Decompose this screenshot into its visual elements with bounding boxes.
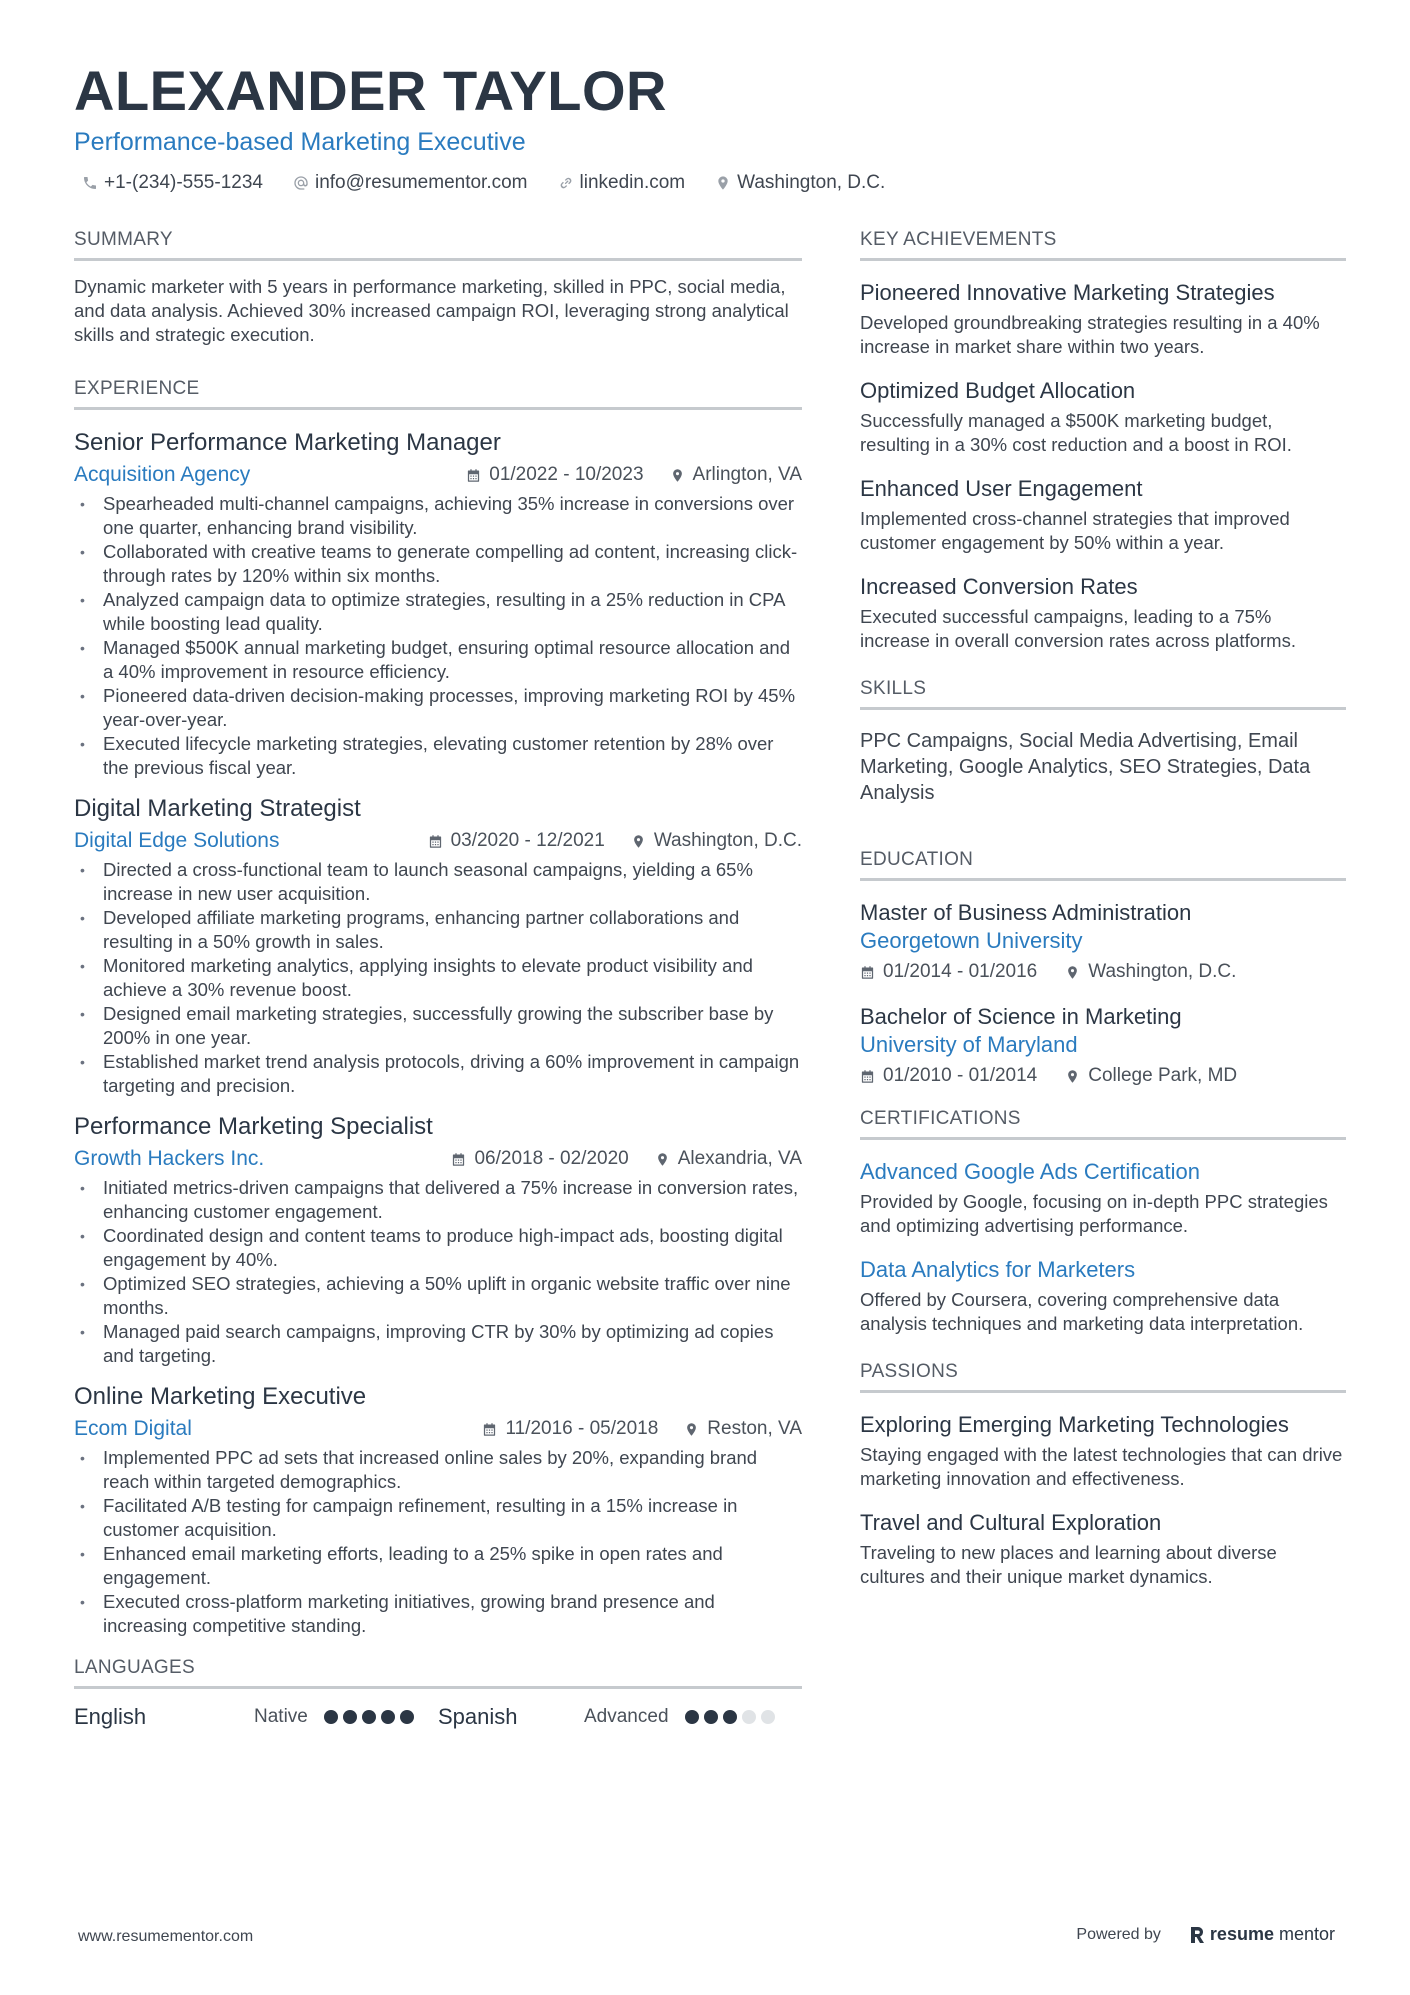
language-rating [324,1710,414,1724]
job-dates-text: 01/2022 - 10/2023 [489,464,644,485]
candidate-role: Performance-based Marketing Executive [74,128,526,156]
calendar-icon [428,834,443,849]
passions-desc: Staying engaged with the latest technologies that can drive marketing innovation and effectiveness. [860,1444,1343,1489]
job-bullets [74,1176,802,1368]
location-pin-icon [1065,1069,1080,1084]
rating-dot [704,1710,718,1724]
language-item [438,1704,802,1730]
job-meta [74,828,802,854]
calendar-icon [860,1069,875,1084]
job-bullet: • Facilitated A/B testing for campaign refinement, resulting in a 15% increase in customer acquisition. [74,1494,802,1542]
school-name: University of Maryland [860,1032,1078,1057]
job-bullet: • Directed a cross-functional team to launch seasonal campaigns, yielding a 65% increase in new user acquisition. [74,858,802,906]
education-dates-text: 01/2010 - 01/2014 [883,1065,1038,1086]
education-list [860,899,1346,1089]
certification-title[interactable]: Data Analytics for Marketers [860,1257,1136,1282]
certifications-section [860,1107,1346,1336]
location-text: Washington, D.C. [737,172,886,193]
job-location-text: Arlington, VA [692,464,802,485]
section-title-languages: LANGUAGES [74,1656,802,1689]
education-dates [860,959,1037,985]
skills-text: PPC Campaigns, Social Media Advertising, Email Marketing, Google Analytics, SEO Strategies, Data Analysis [860,730,1311,804]
company-name: Acquisition Agency [74,463,251,486]
brand-logo[interactable] [1189,1924,1335,1945]
languages-section [74,1656,802,1737]
language-list [74,1697,802,1737]
achievements-desc: Executed successful campaigns, leading to a 75% increase in overall conversion rates across platforms. [860,606,1296,651]
experience-section [74,377,802,1638]
certifications-desc: Offered by Coursera, covering comprehensive data analysis techniques and marketing data interpretation. [860,1289,1304,1334]
degree-title: Bachelor of Science in Marketing [860,1004,1182,1029]
job-meta [74,462,802,488]
location-pin-icon [670,468,685,483]
job-meta [74,1416,802,1442]
education-location-text: Washington, D.C. [1088,961,1237,982]
job-dates-text: 06/2018 - 02/2020 [474,1148,629,1169]
left-column [74,228,802,1737]
footer-powered [1076,1924,1335,1945]
job-entry [74,428,802,780]
education-location [1065,1063,1237,1089]
job-bullet: • Monitored marketing analytics, applying insights to elevate product visibility and achieve a 30% revenue boost. [74,954,802,1002]
job-dates [466,462,643,488]
job-bullet: • Implemented PPC ad sets that increased online sales by 20%, expanding brand reach within targeted demographics. [74,1446,802,1494]
education-meta [860,1063,1346,1089]
rating-dot [343,1710,357,1724]
job-bullets [74,492,802,780]
section-title-passions: PASSIONS [860,1360,1346,1393]
certifications-item [860,1158,1346,1238]
summary-section [74,228,802,347]
job-dates-text: 03/2020 - 12/2021 [450,830,605,851]
education-location-text: College Park, MD [1088,1065,1238,1086]
job-location [684,1416,802,1442]
passion-title: Exploring Emerging Marketing Technologies [860,1412,1289,1437]
link-icon [558,175,574,191]
company-name: Digital Edge Solutions [74,829,280,852]
contact-bar [74,172,1344,194]
job-location [670,462,802,488]
language-level: Native [254,1706,308,1727]
job-location-text: Washington, D.C. [653,830,802,851]
calendar-icon [482,1422,497,1437]
candidate-name: ALEXANDER TAYLOR [74,59,667,122]
location-pin-icon [1065,965,1080,980]
job-bullet: • Enhanced email marketing efforts, leading to a 25% spike in open rates and engagement. [74,1542,802,1590]
passion-title: Travel and Cultural Exploration [860,1510,1162,1535]
job-bullet: • Executed lifecycle marketing strategies, elevating customer retention by 28% over the previous fiscal year. [74,732,802,780]
certifications-item [860,1256,1346,1336]
language-item [74,1704,438,1730]
linkedin-text: linkedin.com [579,172,686,193]
resume-page [74,58,1344,1729]
passions-desc: Traveling to new places and learning about diverse cultures and their unique market dynamics. [860,1542,1277,1587]
rating-dot [324,1710,338,1724]
job-bullet: • Managed $500K annual marketing budget, ensuring optimal resource allocation and a 40% improvement in resource efficiency. [74,636,802,684]
education-location [1065,959,1236,985]
job-bullet: • Coordinated design and content teams to produce high-impact ads, boosting digital engagement by 40%. [74,1224,802,1272]
job-entry [74,1112,802,1368]
location-pin-icon [684,1422,699,1437]
at-icon [293,175,309,191]
section-title-education: EDUCATION [860,848,1346,881]
rating-dot [723,1710,737,1724]
job-bullet: • Executed cross-platform marketing initiatives, growing brand presence and increasing competitive standing. [74,1590,802,1638]
achievements-desc: Implemented cross-channel strategies that improved customer engagement by 50% within a year. [860,508,1290,553]
footer-website[interactable]: www.resumementor.com [78,1928,254,1945]
rating-dot [761,1710,775,1724]
job-list [74,428,802,1638]
company-name: Ecom Digital [74,1417,192,1440]
job-bullet: • Pioneered data-driven decision-making processes, improving marketing ROI by 45% year-over-year. [74,684,802,732]
section-title-skills: SKILLS [860,677,1346,710]
job-meta-details [451,1146,802,1172]
contact-phone[interactable] [82,172,263,194]
passions-item [860,1411,1346,1491]
contact-linkedin[interactable] [558,172,686,194]
rating-dot [742,1710,756,1724]
achievements-section [860,228,1346,653]
job-title: Online Marketing Executive [74,1383,367,1410]
email-text: info@resumementor.com [314,172,528,193]
education-item [860,899,1346,985]
rating-dot [685,1710,699,1724]
summary-text: Dynamic marketer with 5 years in performance marketing, skilled in PPC, social media, and data analysis. Achieved 30% increased campaign ROI, leveraging strong analytical skills and strategic execution. [74,276,789,345]
achievements-desc: Developed groundbreaking strategies resulting in a 40% increase in market share within two years. [860,312,1320,357]
job-location [631,828,802,854]
language-level: Advanced [584,1706,669,1727]
job-bullet: • Analyzed campaign data to optimize strategies, resulting in a 25% reduction in CPA while boosting lead quality. [74,588,802,636]
education-section [860,848,1346,1089]
job-location [655,1146,802,1172]
education-item [860,1003,1346,1089]
calendar-icon [860,965,875,980]
location-pin-icon [715,175,731,191]
rating-dot [381,1710,395,1724]
language-rating [685,1710,775,1724]
achievements-desc: Successfully managed a $500K marketing budget, resulting in a 30% cost reduction and a boost in ROI. [860,410,1292,455]
contact-location [715,172,885,194]
job-bullet: • Collaborated with creative teams to generate compelling ad content, increasing click-through rates by 120% within six months. [74,540,802,588]
job-bullet: • Developed affiliate marketing programs, enhancing partner collaborations and resulting in a 50% growth in sales. [74,906,802,954]
calendar-icon [451,1152,466,1167]
phone-text: +1-(234)-555-1234 [104,172,263,193]
job-dates [428,828,605,854]
location-pin-icon [631,834,646,849]
brand-mark-icon [1189,1926,1205,1944]
job-bullet: • Initiated metrics-driven campaigns that delivered a 75% increase in conversion rates, enhancing customer engagement. [74,1176,802,1224]
language-name: Spanish [438,1704,518,1729]
section-title-certifications: CERTIFICATIONS [860,1107,1346,1140]
location-pin-icon [655,1152,670,1167]
certification-list [860,1158,1346,1336]
achievements-item [860,279,1346,359]
job-entry [74,794,802,1098]
job-dates [451,1146,628,1172]
degree-title: Master of Business Administration [860,900,1192,925]
achievements-item [860,377,1346,457]
rating-dot [362,1710,376,1724]
section-title-achievements: KEY ACHIEVEMENTS [860,228,1346,261]
job-location-text: Alexandria, VA [677,1148,802,1169]
powered-by-text: Powered by [1076,1925,1161,1943]
school-name: Georgetown University [860,928,1083,953]
achievements-item [860,573,1346,653]
language-name: English [74,1704,147,1729]
section-title-experience: EXPERIENCE [74,377,802,410]
job-meta-details [482,1416,802,1442]
education-meta [860,959,1346,985]
section-title-summary: SUMMARY [74,228,802,261]
job-title: Performance Marketing Specialist [74,1113,433,1140]
certifications-desc: Provided by Google, focusing on in-depth PPC strategies and optimizing advertising performance. [860,1191,1328,1236]
certification-title[interactable]: Advanced Google Ads Certification [860,1159,1200,1184]
job-dates [482,1416,658,1442]
passions-section [860,1360,1346,1589]
brand-light: mentor [1278,1924,1335,1944]
achievements-item [860,475,1346,555]
job-entry [74,1382,802,1638]
company-name: Growth Hackers Inc. [74,1147,265,1170]
calendar-icon [466,468,481,483]
achievement-title: Optimized Budget Allocation [860,378,1136,403]
rating-dot [400,1710,414,1724]
job-bullet: • Optimized SEO strategies, achieving a 50% uplift in organic website traffic over nine months. [74,1272,802,1320]
job-bullet: • Designed email marketing strategies, successfully growing the subscriber base by 200% in one year. [74,1002,802,1050]
job-title: Senior Performance Marketing Manager [74,429,501,456]
passion-list [860,1411,1346,1589]
contact-email[interactable] [293,172,528,194]
right-column [860,228,1346,1607]
job-dates-text: 11/2016 - 05/2018 [505,1418,659,1439]
job-location-text: Reston, VA [707,1418,802,1439]
phone-icon [82,175,98,191]
achievement-list [860,279,1346,653]
achievement-title: Pioneered Innovative Marketing Strategies [860,280,1275,305]
job-bullet: • Spearheaded multi-channel campaigns, achieving 35% increase in conversions over one quarter, enhancing brand visibility. [74,492,802,540]
skills-section [860,677,1346,806]
job-title: Digital Marketing Strategist [74,795,361,822]
job-bullets [74,858,802,1098]
brand-bold: resume [1209,1924,1274,1944]
achievement-title: Increased Conversion Rates [860,574,1138,599]
education-dates [860,1063,1037,1089]
job-bullet: • Managed paid search campaigns, improving CTR by 30% by optimizing ad copies and targeting. [74,1320,802,1368]
job-meta-details [466,462,802,488]
job-meta-details [428,828,802,854]
job-meta [74,1146,802,1172]
job-bullet: • Established market trend analysis protocols, driving a 60% improvement in campaign targeting and precision. [74,1050,802,1098]
passions-item [860,1509,1346,1589]
education-dates-text: 01/2014 - 01/2016 [883,961,1038,982]
job-bullets [74,1446,802,1638]
achievement-title: Enhanced User Engagement [860,476,1143,501]
